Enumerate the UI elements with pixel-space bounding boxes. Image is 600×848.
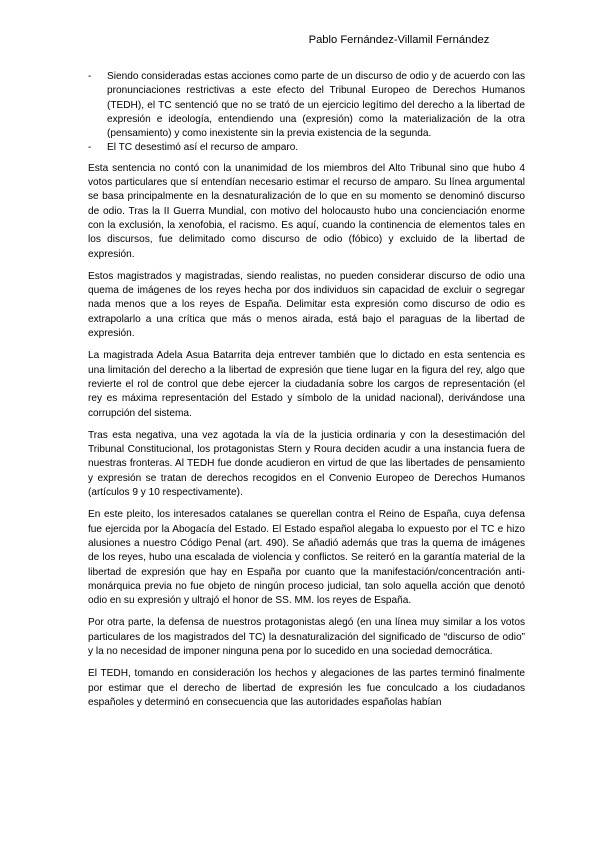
bullet-list (88, 70, 525, 156)
paragraph: El TEDH, tomando en consideración los hechos y alegaciones de las partes terminó finalmente por estimar que el derecho de libertad de expresión les fue conculcado a los ciudadanos españoles y determinó en consecuencia que las autoridades españolas habían (88, 668, 525, 708)
paragraph: En este pleito, los interesados catalanes se querellan contra el Reino de España, cuya defensa fue ejercida por la Abogacía del Estado. El Estado español alegaba lo expuesto por el TC e hizo alusiones a nuestro Código Penal (art. 490). Se añadió además que tras la quema de imágenes de los reyes, hubo una escalada de violencia y conflictos. Se reiteró en la garantía material de la libertad de expresión que hay en España por cuanto que la manifestación/concentración anti-monárquica previa no fue objeto de ningún proceso judicial, tan solo aquella acción que denotó odio en su expresión y ultrajó el honor de SS. MM. los reyes de España. (88, 509, 525, 607)
bullet-item: - Siendo consideradas estas acciones como parte de un discurso de odio y de acuerdo con las pronunciaciones restrictivas a este efecto del Tribunal Europeo de Derechos Humanos (TEDH), el TC sentenció que no se trató de un ejercicio legítimo del derecho a la libertad de expresión e ideología, entendiendo una (expresión) como la materialización de la otra (pensamiento) y como inexistente sin la previa existencia de la segunda. (107, 70, 525, 141)
paragraph: Esta sentencia no contó con la unanimidad de los miembros del Alto Tribunal sino que hubo 4 votos particulares que sí entendían necesario estimar el recurso de amparo. Su línea argumental se basa principalmente en la desnaturalización de lo que en su momento se denominó discurso de odio. Tras la II Guerra Mundial, con motivo del holocausto hubo una concienciación enorme con la exclusión, la xenofobia, el racismo. Es aquí, cuando la continencia de elementos tales en los discursos, fue delimitado como discurso de odio (fóbico) y excluido de la libertad de expresión. (88, 162, 525, 260)
paragraph: La magistrada Adela Asua Batarrita deja entrever también que lo dictado en esta sentencia es una limitación del derecho a la libertad de expresión que tiene lugar en la figura del rey, algo que revierte el rol de control que debe ejercer la ciudadanía sobre los cargos de representación (el rey es máxima representación del Estado y símbolo de la unidad nacional), derivándose una corrupción del sistema. (88, 350, 525, 419)
bullet-item: - El TC desestimó así el recurso de amparo. (107, 141, 525, 155)
paragraph: Por otra parte, la defensa de nuestros protagonistas alegó (en una línea muy similar a los votos particulares de los magistrados del TC) la desnaturalización del significado de “discurso de odio” y la no necesidad de imponer ninguna pena por lo sucedido en una sociedad democrática. (88, 617, 525, 657)
document-body (88, 70, 525, 710)
paragraph: Estos magistrados y magistradas, siendo realistas, no pueden considerar discurso de odio una quema de imágenes de los reyes hecha por dos individuos sin capacidad de excluir o segregar nada menos que a los reyes de España. Delimitar esta expresión como discurso de odio es extrapolarlo a una crítica que más o menos airada, está bajo el paraguas de la libertad de expresión. (88, 270, 525, 340)
paragraph: Tras esta negativa, una vez agotada la vía de la justicia ordinaria y con la desestimación del Tribunal Constitucional, los protagonistas Stern y Roura deciden acudir a una instancia fuera de nuestras fronteras. Al TEDH fue donde acudieron en virtud de que las libertades de pensamiento y expresión se tratan de derechos recogidos en el Convenio Europeo de Derechos Humanos (artículos 9 y 10 respectivamente). (88, 429, 525, 499)
header-author: Pablo Fernández-Villamil Fernández (308, 34, 490, 46)
